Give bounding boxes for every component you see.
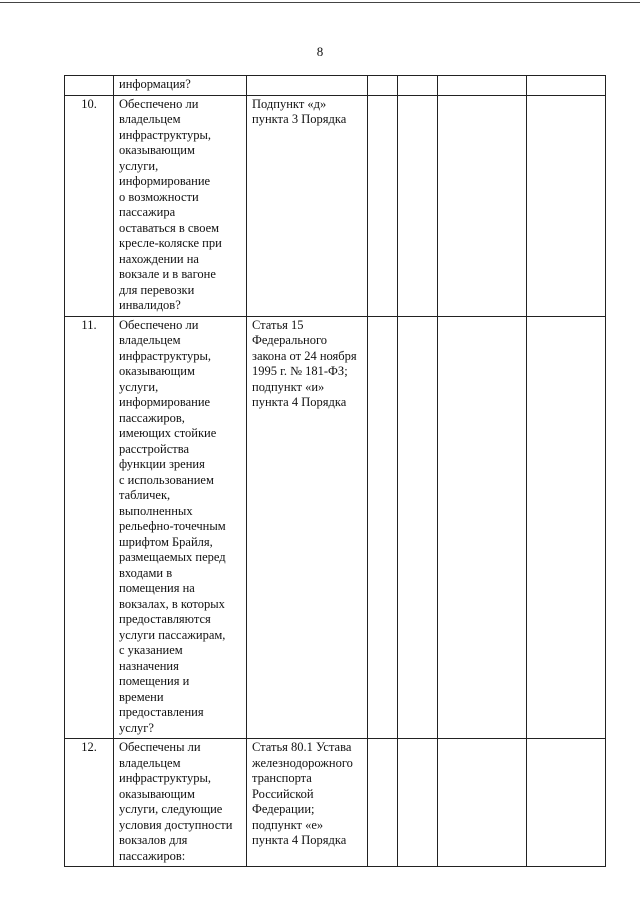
note-cell (527, 95, 606, 316)
table-row (65, 316, 606, 739)
reference-cell (247, 76, 368, 96)
question-cell: Обеспечено ли владельцем инфраструктуры, оказывающим услуги, информирование о возможности пассажира оставаться в своем кресле-коляске при нахождении на вокзале и в вагоне для перевозки инвалидов? (114, 95, 247, 316)
question-cell: Обеспечены ли владельцем инфраструктуры, оказывающим услуги, следующие условия доступности вокзалов для пассажиров: (114, 739, 247, 867)
row-number: 10. (65, 95, 114, 316)
reference-cell: Статья 80.1 Устава железнодорожного транспорта Российской Федерации; подпункт «е» пункта 4 Порядка (247, 739, 368, 867)
row-number (65, 76, 114, 96)
checklist-table (64, 75, 606, 867)
question-cell: информация? (114, 76, 247, 96)
not-applicable-cell (438, 739, 527, 867)
row-number: 11. (65, 316, 114, 739)
reference-cell: Подпункт «д» пункта 3 Порядка (247, 95, 368, 316)
page-number: 8 (316, 44, 324, 59)
table-row (65, 76, 606, 96)
answer-yes-cell (368, 316, 398, 739)
not-applicable-cell (438, 95, 527, 316)
not-applicable-cell (438, 76, 527, 96)
reference-cell: Статья 15 Федерального закона от 24 ноября 1995 г. № 181-ФЗ; подпункт «и» пункта 4 Порядка (247, 316, 368, 739)
answer-no-cell (398, 76, 438, 96)
answer-no-cell (398, 95, 438, 316)
table-row (65, 95, 606, 316)
note-cell (527, 316, 606, 739)
note-cell (527, 739, 606, 867)
top-rule (0, 2, 640, 3)
answer-no-cell (398, 316, 438, 739)
answer-yes-cell (368, 739, 398, 867)
answer-no-cell (398, 739, 438, 867)
not-applicable-cell (438, 316, 527, 739)
table-row (65, 739, 606, 867)
question-cell: Обеспечено ли владельцем инфраструктуры, оказывающим услуги, информирование пассажиров, имеющих стойкие расстройства функции зрения с использованием табличек, выполненных рельефно-точечным шрифтом Брайля, размещаемых перед входами в помещения на вокзалах, в которых предоставляются услуги пассажирам, с указанием назначения помещения и времени предоставления услуг? (114, 316, 247, 739)
answer-yes-cell (368, 76, 398, 96)
row-number: 12. (65, 739, 114, 867)
answer-yes-cell (368, 95, 398, 316)
note-cell (527, 76, 606, 96)
